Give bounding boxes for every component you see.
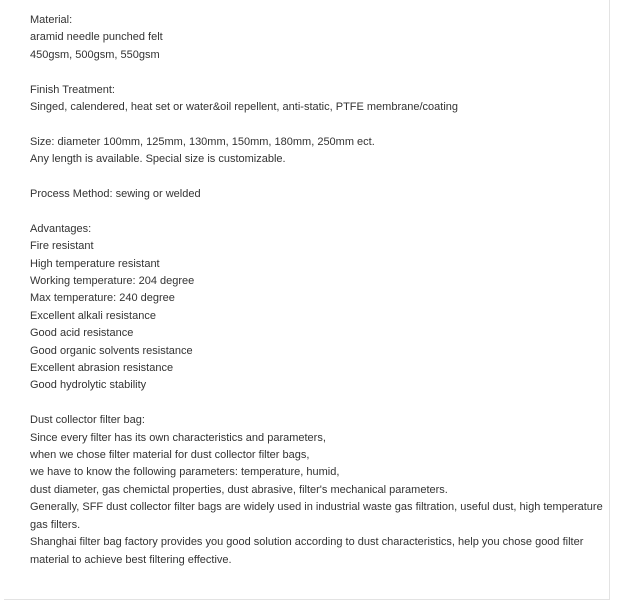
dust-line: Since every filter has its own characteristics and parameters, — [30, 431, 326, 444]
advantage-item: Good organic solvents resistance — [30, 344, 193, 357]
advantage-item: High temperature resistant — [30, 257, 160, 270]
spacer — [30, 64, 620, 81]
dust-line: we have to know the following parameters: temperature, humid, — [30, 466, 340, 479]
material-heading: Material: — [30, 14, 73, 26]
advantage-item: Excellent alkali resistance — [30, 309, 156, 322]
dust-line: dust diameter, gas chemictal properties, dust abrasive, filter's mechanical parameters. — [30, 483, 448, 496]
spacer — [30, 169, 620, 186]
material-line: 450gsm, 500gsm, 550gsm — [30, 48, 160, 61]
advantage-item: Fire resistant — [30, 240, 94, 253]
advantage-item: Max temperature: 240 degree — [30, 292, 175, 305]
dust-line: when we chose filter material for dust collector filter bags, — [30, 449, 310, 462]
advantage-item: Good hydrolytic stability — [30, 379, 147, 392]
advantage-item: Excellent abrasion resistance — [30, 362, 174, 375]
dust-heading: Dust collector filter bag: — [30, 414, 145, 427]
advantages-heading: Advantages: — [30, 222, 92, 235]
advantage-item: Good acid resistance — [30, 327, 134, 340]
spacer — [30, 395, 620, 412]
spacer — [30, 116, 620, 133]
advantage-item: Working temperature: 204 degree — [30, 275, 195, 288]
size-line: Size: diameter 100mm, 125mm, 130mm, 150mm, 180mm, 250mm ect. — [30, 135, 375, 148]
size-line: Any length is available. Special size is customizable. — [30, 153, 286, 166]
finish-heading: Finish Treatment: — [30, 83, 115, 96]
description-panel — [4, 0, 610, 600]
finish-line: Singed, calendered, heat set or water&oil repellent, anti-static, PTFE membrane/coating — [30, 101, 459, 114]
material-line: aramid needle punched felt — [30, 31, 163, 44]
dust-paragraph: Shanghai filter bag factory provides you good solution according to dust characteristics, help you chose good filter material to achieve best filtering effective. — [30, 536, 584, 566]
spacer — [30, 203, 620, 220]
dust-paragraph: Generally, SFF dust collector filter bags are widely used in industrial waste gas filtration, useful dust, high temperature gas filters. — [30, 501, 603, 531]
process-line: Process Method: sewing or welded — [30, 188, 201, 201]
product-description — [30, 12, 620, 569]
